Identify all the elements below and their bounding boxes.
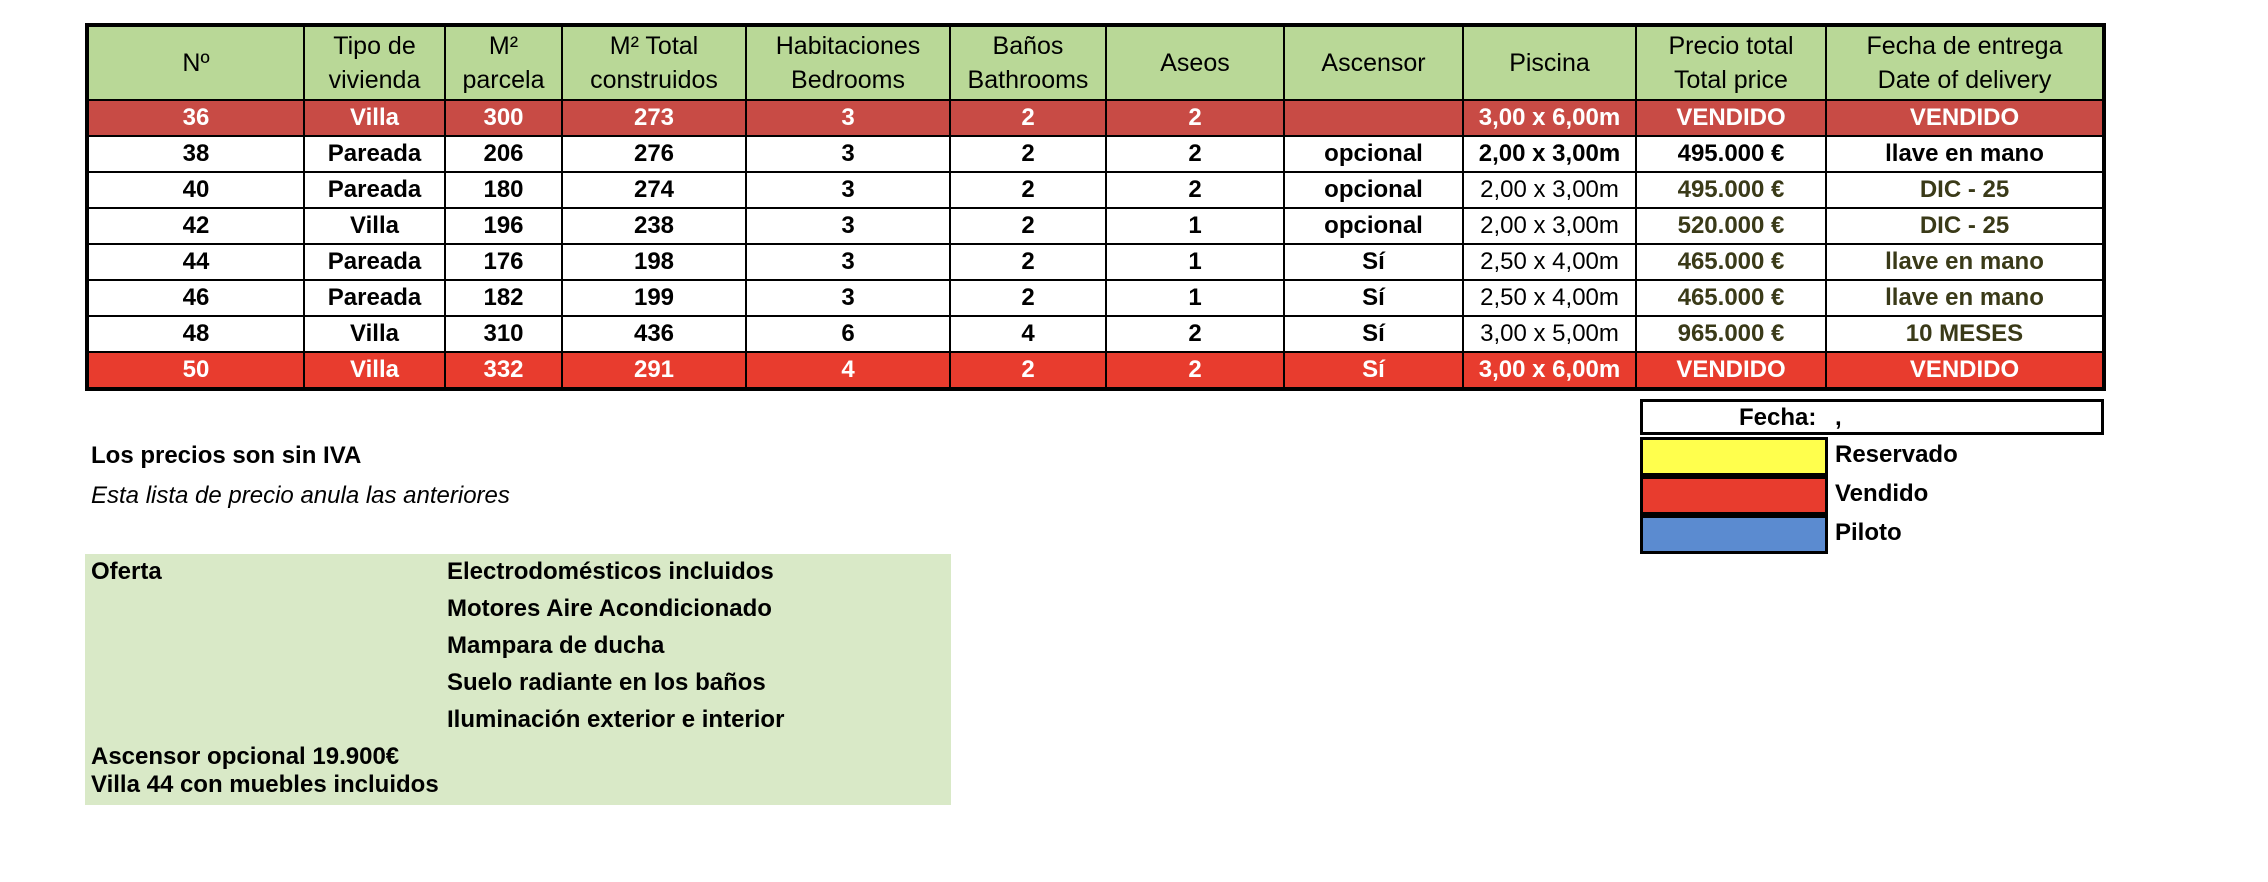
cell-elevator [1284, 100, 1463, 136]
cell-bedrooms: 6 [746, 316, 950, 352]
header-bedrooms [746, 25, 950, 100]
header-type [304, 25, 445, 100]
cell-number: 36 [87, 100, 304, 136]
cell-delivery: DIC - 25 [1826, 172, 2104, 208]
cell-delivery: DIC - 25 [1826, 208, 2104, 244]
supersedes-note: Esta lista de precio anula las anteriores [91, 482, 510, 509]
cell-plot: 332 [445, 352, 562, 389]
cell-bathrooms: 2 [950, 352, 1106, 389]
cell-type: Pareada [304, 280, 445, 316]
cell-elevator: Sí [1284, 316, 1463, 352]
cell-toilets: 2 [1106, 136, 1284, 172]
cell-built: 291 [562, 352, 746, 389]
cell-elevator: opcional [1284, 136, 1463, 172]
cell-bedrooms: 3 [746, 208, 950, 244]
offer-item: Mampara de ducha [447, 632, 665, 659]
cell-elevator: Sí [1284, 280, 1463, 316]
cell-built: 276 [562, 136, 746, 172]
cell-toilets: 2 [1106, 172, 1284, 208]
header-text: vivienda [328, 66, 421, 94]
offer-box [85, 554, 951, 805]
offer-items [447, 558, 784, 743]
header-text: parcela [462, 66, 545, 94]
cell-plot: 300 [445, 100, 562, 136]
cell-bedrooms: 3 [746, 280, 950, 316]
header-text: Baños [992, 32, 1064, 60]
table-row [87, 280, 2104, 316]
header-number [87, 25, 304, 100]
header-price [1636, 25, 1826, 100]
cell-price: VENDIDO [1636, 352, 1826, 389]
legend-label-pilot: Piloto [1835, 519, 1902, 546]
cell-price: 495.000 € [1636, 136, 1826, 172]
header-text: Date of delivery [1877, 66, 2052, 94]
cell-delivery: 10 MESES [1826, 316, 2104, 352]
header-text: construidos [590, 66, 718, 94]
cell-toilets: 2 [1106, 352, 1284, 389]
date-label: Fecha: [1739, 404, 1817, 431]
header-delivery [1826, 25, 2104, 100]
offer-item: Motores Aire Acondicionado [447, 595, 772, 622]
header-pool [1463, 25, 1636, 100]
cell-bathrooms: 2 [950, 136, 1106, 172]
cell-number: 40 [87, 172, 304, 208]
header-text: Habitaciones [775, 32, 921, 60]
cell-number: 44 [87, 244, 304, 280]
offer-item: Electrodomésticos incluidos [447, 558, 774, 585]
cell-pool: 2,00 x 3,00m [1463, 172, 1636, 208]
table-row [87, 172, 2104, 208]
legend-swatch-reserved [1640, 437, 1828, 476]
table-row [87, 352, 2104, 389]
cell-plot: 310 [445, 316, 562, 352]
cell-price: 495.000 € [1636, 172, 1826, 208]
cell-delivery: llave en mano [1826, 244, 2104, 280]
cell-pool: 3,00 x 5,00m [1463, 316, 1636, 352]
header-text: Ascensor [1321, 49, 1426, 77]
cell-bedrooms: 4 [746, 352, 950, 389]
offer-item: Suelo radiante en los baños [447, 669, 766, 696]
cell-built: 273 [562, 100, 746, 136]
cell-number: 42 [87, 208, 304, 244]
legend-swatch-pilot [1640, 515, 1828, 554]
cell-type: Pareada [304, 244, 445, 280]
cell-plot: 196 [445, 208, 562, 244]
price-list-table [85, 23, 2106, 391]
cell-bathrooms: 4 [950, 316, 1106, 352]
cell-delivery: llave en mano [1826, 280, 2104, 316]
cell-bathrooms: 2 [950, 280, 1106, 316]
header-text: Bathrooms [967, 66, 1089, 94]
header-text: M² Total [609, 32, 699, 60]
cell-pool: 2,50 x 4,00m [1463, 280, 1636, 316]
cell-price: 465.000 € [1636, 280, 1826, 316]
cell-elevator: Sí [1284, 244, 1463, 280]
cell-bedrooms: 3 [746, 172, 950, 208]
cell-number: 46 [87, 280, 304, 316]
cell-pool: 2,50 x 4,00m [1463, 244, 1636, 280]
cell-elevator: Sí [1284, 352, 1463, 389]
cell-plot: 180 [445, 172, 562, 208]
cell-number: 50 [87, 352, 304, 389]
cell-type: Pareada [304, 172, 445, 208]
cell-delivery: VENDIDO [1826, 100, 2104, 136]
cell-built: 198 [562, 244, 746, 280]
date-value: , [1835, 404, 1842, 431]
vat-note: Los precios son sin IVA [91, 442, 362, 469]
furniture-note: Villa 44 con muebles incluidos [91, 771, 439, 798]
cell-type: Pareada [304, 136, 445, 172]
cell-price: VENDIDO [1636, 100, 1826, 136]
header-elevator [1284, 25, 1463, 100]
cell-type: Villa [304, 100, 445, 136]
header-built [562, 25, 746, 100]
legend-label-reserved: Reservado [1835, 441, 1958, 468]
cell-plot: 176 [445, 244, 562, 280]
header-text: Piscina [1509, 49, 1590, 77]
cell-plot: 182 [445, 280, 562, 316]
cell-price: 520.000 € [1636, 208, 1826, 244]
header-text: Nº [182, 49, 210, 77]
cell-pool: 2,00 x 3,00m [1463, 136, 1636, 172]
header-text: Precio total [1668, 32, 1794, 60]
cell-delivery: VENDIDO [1826, 352, 2104, 389]
cell-pool: 2,00 x 3,00m [1463, 208, 1636, 244]
offer-footnotes [91, 743, 439, 799]
cell-toilets: 2 [1106, 100, 1284, 136]
cell-bathrooms: 2 [950, 172, 1106, 208]
header-text: Bedrooms [791, 66, 905, 94]
offer-title: Oferta [91, 558, 162, 585]
cell-toilets: 1 [1106, 280, 1284, 316]
cell-elevator: opcional [1284, 172, 1463, 208]
header-text: Fecha de entrega [1866, 32, 2063, 60]
header-plot [445, 25, 562, 100]
cell-elevator: opcional [1284, 208, 1463, 244]
header-bathrooms [950, 25, 1106, 100]
legend-label-sold: Vendido [1835, 480, 1929, 507]
cell-bedrooms: 3 [746, 136, 950, 172]
cell-type: Villa [304, 208, 445, 244]
table-row [87, 316, 2104, 352]
cell-number: 38 [87, 136, 304, 172]
cell-delivery: llave en mano [1826, 136, 2104, 172]
cell-bathrooms: 2 [950, 100, 1106, 136]
table-row [87, 136, 2104, 172]
header-text: M² [488, 32, 519, 60]
cell-bathrooms: 2 [950, 244, 1106, 280]
cell-type: Villa [304, 316, 445, 352]
cell-price: 965.000 € [1636, 316, 1826, 352]
legend-swatch-sold [1640, 476, 1828, 515]
cell-bathrooms: 2 [950, 208, 1106, 244]
cell-bedrooms: 3 [746, 100, 950, 136]
elevator-note: Ascensor opcional 19.900€ [91, 743, 400, 770]
cell-toilets: 1 [1106, 244, 1284, 280]
cell-pool: 3,00 x 6,00m [1463, 352, 1636, 389]
cell-bedrooms: 3 [746, 244, 950, 280]
cell-built: 436 [562, 316, 746, 352]
table-body [87, 100, 2104, 389]
date-box [1640, 399, 2104, 435]
cell-built: 199 [562, 280, 746, 316]
header-text: Tipo de [333, 32, 416, 60]
header-text: Total price [1674, 66, 1788, 94]
table-row [87, 244, 2104, 280]
header-text: Aseos [1160, 49, 1230, 77]
cell-toilets: 2 [1106, 316, 1284, 352]
cell-number: 48 [87, 316, 304, 352]
cell-type: Villa [304, 352, 445, 389]
cell-pool: 3,00 x 6,00m [1463, 100, 1636, 136]
table-row [87, 208, 2104, 244]
header-toilets [1106, 25, 1284, 100]
cell-built: 274 [562, 172, 746, 208]
cell-plot: 206 [445, 136, 562, 172]
offer-item: Iluminación exterior e interior [447, 706, 785, 733]
table-header-row [87, 25, 2104, 100]
cell-price: 465.000 € [1636, 244, 1826, 280]
table-row [87, 100, 2104, 136]
cell-toilets: 1 [1106, 208, 1284, 244]
cell-built: 238 [562, 208, 746, 244]
